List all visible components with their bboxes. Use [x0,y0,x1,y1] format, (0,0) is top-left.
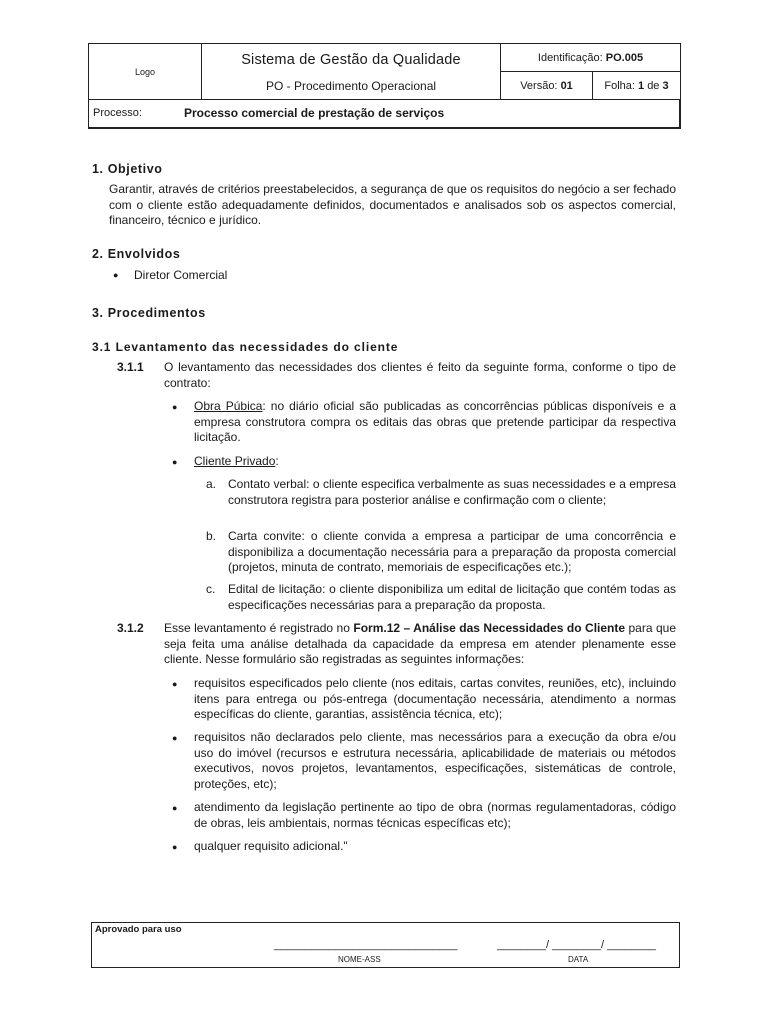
section-objetivo-text: Garantir, através de critérios preestabelecidos, a segurança de que os requisitos do negócio a ser fechado com o cliente estão adequadamente definidos, documentados e analisados sob os aspectos comercial, financeiro, técnico e jurídico. [109,182,676,227]
item-number-312: 3.1.2 [117,621,144,635]
section-envolvidos-title: 2. Envolvidos [92,247,181,261]
bullet-icon: ● [172,457,178,467]
document-type: PO - Procedimento Operacional [265,79,437,93]
lettered-item: Edital de licitação: o cliente disponibiliza um edital de licitação que contém todas as especificações necessárias para a preparação da proposta. [228,582,676,612]
item-text-311: O levantamento das necessidades dos clientes é feito da seguinte forma, conforme o tipo de contrato: [164,360,676,390]
date-label: DATA [568,955,589,964]
lettered-letter: c. [206,582,216,596]
identification-label: Identificação: [537,51,603,64]
bullet-icon: ● [172,803,178,813]
system-title: Sistema de Gestão da Qualidade [241,52,461,68]
section-procedimentos-title: 3. Procedimentos [92,306,206,320]
subsection-title: 3.1 Levantamento das necessidades do cliente [92,340,399,354]
identification-cell [501,44,681,72]
obra-publica-item [194,399,676,446]
system-title-cell [202,44,501,100]
sheet-label: Folha: [604,79,635,92]
bullet-icon: ● [172,733,178,743]
version-cell [501,72,593,100]
requirement-item: qualquer requisito adicional." [194,839,348,853]
section-objetivo-title: 1. Objetivo [92,162,163,176]
process-row [89,100,680,128]
sheet-value: 1 [638,79,645,92]
name-signature-line[interactable]: ______________________________ [274,939,458,951]
bullet-icon: ● [172,679,178,689]
cliente-privado-label: Cliente Privado [194,454,276,468]
obra-publica-label: Obra Púbica [194,399,263,413]
requirement-item: atendimento da legislação pertinente ao tipo de obra (normas regulamentadoras, código de obras, leis ambientais, normas técnicas específicas etc); [194,800,676,830]
process-value: Processo comercial de prestação de serviços [184,106,445,120]
version-label: Versão: [520,79,558,92]
approved-label: Aprovado para uso [95,924,182,935]
item-text-312 [164,621,676,668]
cliente-privado-item [194,454,279,470]
lettered-letter: a. [206,477,217,491]
identification-value: PO.005 [605,51,644,64]
lettered-item: Carta convite: o cliente convida a empresa a participar de uma concorrência e disponibiliza a documentação necessária para a preparação da proposta comercial (projetos, minuta de contrato, memoriais de especificações etc.); [228,529,676,574]
sheet-of: de [647,79,660,92]
requirement-item: requisitos não declarados pelo cliente, mas necessários para a execução da obra e/ou uso do imóvel (recursos e estrutura necessária, aplicabilidade de materiais ou métodos executivos, novos projetos, levantamentos, especificações, sistemáticas de controle, proteções, etc); [194,730,676,791]
envolvidos-item: Diretor Comercial [134,268,228,282]
bullet-icon: ● [172,402,178,412]
process-label: Processo: [93,107,142,119]
logo-placeholder: Logo [134,66,156,77]
sheet-cell [593,72,681,100]
item-312-pre: Esse levantamento é registrado no [164,621,354,635]
approval-footer [91,922,680,968]
cliente-privado-colon: : [275,454,279,468]
requirement-item: requisitos especificados pelo cliente (nos editais, cartas convites, reuniões, etc), incluindo itens para entrega ou pós-entrega (documentação necessária, atendimento a normas específicas do cliente, garantias, assistência técnica, etc); [194,676,676,721]
item-number-311: 3.1.1 [117,360,144,374]
lettered-item: Contato verbal: o cliente especifica verbalmente as suas necessidades e a empresa construtora registra para posterior análise e confirmação com o cliente; [228,477,676,507]
logo-cell [89,44,202,100]
date-line[interactable]: ________/ ________/ ________ [497,939,657,951]
document-header [88,43,681,129]
bullet-icon: ● [172,842,178,852]
lettered-letter: b. [206,529,217,543]
item-312-post: para que seja feita uma análise detalhada da capacidade da empresa em atender plenamente esse cliente. Nesse formulário são registradas as seguintes informações: [164,621,677,666]
name-signature-label: NOME-ASS [338,955,381,964]
version-value: 01 [560,79,573,92]
obra-publica-text: : no diário oficial são publicadas as concorrências públicas disponíveis e a empresa construtora compra os editais das obras que pretende participar da respectiva licitação. [194,399,676,444]
sheet-total: 3 [662,79,669,92]
bullet-icon: ● [113,270,119,280]
form-12-reference: Form.12 – Análise das Necessidades do Cliente [353,621,626,635]
